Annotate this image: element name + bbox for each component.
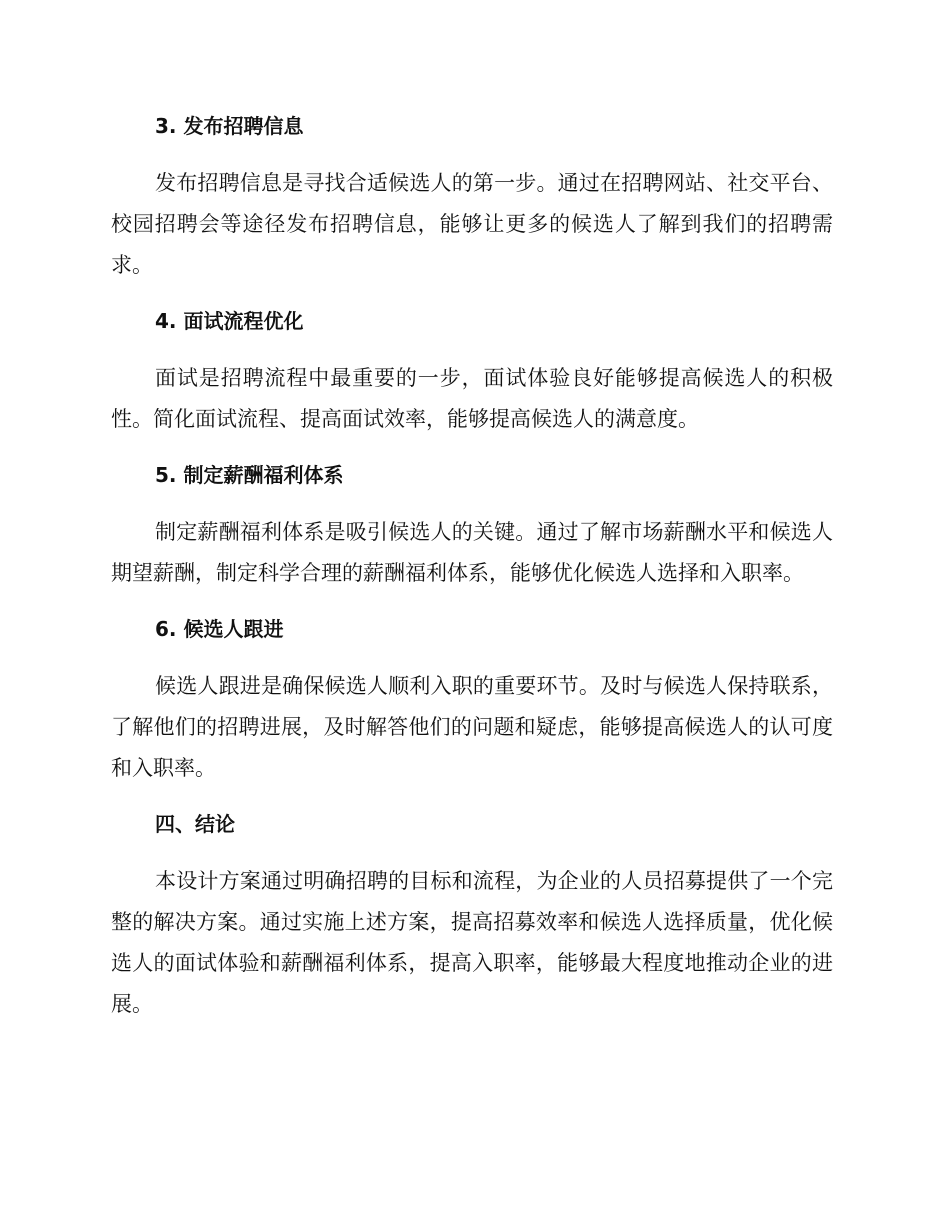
section-heading-candidate-followup: 6. 候选人跟进 [155, 617, 284, 641]
section-paragraph-candidate-followup: 候选人跟进是确保候选人顺利入职的重要环节。及时与候选人保持联系，了解他们的招聘进展，及时解答他们的问题和疑虑，能够提高候选人的认可度和入职率。 [111, 674, 833, 780]
section-heading-compensation-system: 5. 制定薪酬福利体系 [155, 463, 344, 487]
section-paragraph-interview-optimization: 面试是招聘流程中最重要的一步，面试体验良好能够提高候选人的积极性。简化面试流程、提高面试效率，能够提高候选人的满意度。 [111, 366, 833, 431]
section-heading-publish-recruitment: 3. 发布招聘信息 [155, 114, 304, 138]
section-heading-conclusion: 四、结论 [155, 812, 235, 836]
document-body [111, 106, 833, 1025]
section-paragraph-compensation-system: 制定薪酬福利体系是吸引候选人的关键。通过了解市场薪酬水平和候选人期望薪酬，制定科学合理的薪酬福利体系，能够优化候选人选择和入职率。 [111, 520, 833, 585]
section-heading-interview-optimization: 4. 面试流程优化 [155, 309, 304, 333]
section-paragraph-publish-recruitment: 发布招聘信息是寻找合适候选人的第一步。通过在招聘网站、社交平台、校园招聘会等途径发布招聘信息，能够让更多的候选人了解到我们的招聘需求。 [111, 171, 833, 277]
section-paragraph-conclusion: 本设计方案通过明确招聘的目标和流程，为企业的人员招募提供了一个完整的解决方案。通过实施上述方案，提高招募效率和候选人选择质量，优化候选人的面试体验和薪酬福利体系，提高入职率，能够最大程度地推动企业的进展。 [111, 869, 833, 1016]
